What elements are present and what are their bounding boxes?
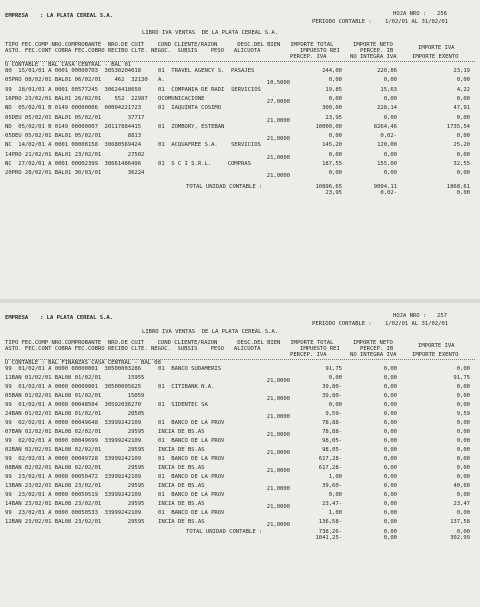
row-importe-total: 10000,00 [315, 123, 342, 130]
row-importe-neto: 0,00 [383, 501, 397, 507]
row-importe-iva: 0,00 [456, 393, 470, 399]
row-voucher: ND 05/02/01 B 0149 00000006 00004221723 [5, 105, 142, 112]
row-importe-neto: 0,00 [383, 411, 397, 417]
row-client: 01 BANCO DE LA PROV [158, 492, 225, 498]
row-importe-neto: 155,00 [377, 161, 397, 167]
sheet-number: 257 [437, 313, 447, 319]
row-client: 01 BANCO DE LA PROV [158, 420, 225, 426]
header-percep-iva: PERCEP. IVA [290, 54, 327, 60]
row-voucher: 99 02/02/01 A 0000 00049648 33999242109 [5, 420, 142, 426]
row-importe-total: 617,28- [318, 465, 342, 471]
total-neto-2: 0,02- [380, 190, 397, 196]
row-voucher: 99 23/02/01 A 0000 00050519 33999242109 [5, 492, 142, 498]
row-client: 01 TRAVEL AGENCY S. PASAJES [158, 68, 255, 74]
total-iva-2: 0,00 [456, 190, 470, 196]
row-importe-neto: 0,00 [383, 492, 397, 498]
total-neto-2: 0,00 [383, 535, 397, 541]
row-importe-iva: 9,59 [456, 411, 470, 417]
row-importe-neto: 0,00 [383, 447, 397, 453]
section-title: U CONTABLE : BAL FINANZAS CASA CENTRAL - BAL 08 [5, 360, 161, 366]
row-importe-total: 244,00 [322, 68, 342, 74]
row-voucher: 99 02/02/01 A 0000 00049728 33999242109 [5, 456, 142, 462]
row-importe-total: 300,00 [322, 105, 342, 112]
row-alicuota: 10,5000 [266, 80, 290, 87]
row-importe-iva: 0,00 [456, 492, 470, 498]
row-importe-total: 1,00 [328, 474, 342, 480]
total-neto: 0,00 [383, 529, 397, 535]
row-client: 01 BANCO DE LA PROV [158, 438, 225, 444]
row-importe-neto: 0,00 [383, 474, 397, 480]
row-importe-neto: 0,00 [383, 375, 397, 381]
row-importe-iva: 0,00 [456, 170, 470, 177]
row-voucher: 99 23/02/01 A 0000 00050533 33999242109 [5, 510, 142, 516]
row-voucher: 07BAN 02/02/01 BAL08 02/02/01 29595 [5, 429, 145, 435]
row-voucher: 05DEU 05/02/01 BAL01 05/02/01 37717 [5, 114, 145, 121]
total-importe-2: 23,95 [325, 190, 342, 196]
row-voucher: 05BAN 01/02/01 BAL08 01/02/01 15059 [5, 393, 145, 399]
sheet-label: HOJA NRO : [393, 313, 427, 319]
row-importe-neto: 0,00 [383, 384, 397, 390]
row-client: 01 SIDENTEC SA [158, 402, 208, 408]
row-alicuota: 21,0000 [266, 468, 290, 474]
row-importe-total: 617,28- [318, 456, 342, 462]
header-neto: IMPORTE NETO [353, 340, 393, 346]
row-alicuota: 21,0000 [266, 154, 290, 161]
row-importe-neto: 8264,46 [373, 123, 397, 130]
row-importe-total: 145,20 [322, 142, 342, 149]
row-importe-iva: 0,00 [456, 429, 470, 435]
row-voucher: 05PRO 08/02/01 BAL01 06/02/01 462 32130 [5, 77, 148, 84]
total-neto: 9004,11 [373, 184, 397, 190]
row-importe-total: 0,00 [328, 77, 342, 84]
header-iva: IMPORTE IVA [418, 343, 455, 349]
row-voucher: ND 05/02/01 B 0149 00000007 20117884415 [5, 123, 142, 130]
row-importe-iva: 1735,54 [446, 123, 470, 130]
row-voucher: NC 27/02/01 A 0001 00002399 30661486496 [5, 161, 142, 167]
row-importe-iva: 0,00 [456, 366, 470, 372]
row-importe-iva: 0,00 [456, 465, 470, 471]
header-line-1: TIPO FEC.COMP NRO.COMPROBANTE NRO.DE CUIT COND CLIENTE/RAZON DESC.DEL BIEN IMPORTE TOTAL [5, 340, 334, 346]
row-importe-iva: 0,00 [456, 95, 470, 102]
row-importe-iva: 4,22 [456, 86, 470, 93]
row-importe-total: 0,00 [328, 375, 342, 381]
row-importe-iva: 0,00 [456, 133, 470, 140]
row-importe-total: 39,80- [322, 384, 342, 390]
row-alicuota: 21,0000 [266, 432, 290, 438]
row-importe-neto: 228,14 [377, 105, 397, 112]
row-importe-iva: 40,60 [453, 483, 470, 489]
row-importe-iva: 0,00 [456, 402, 470, 408]
company-label: EMPRESA [5, 13, 29, 19]
row-alicuota: 21,0000 [266, 486, 290, 492]
row-importe-neto: 0,00 [383, 465, 397, 471]
row-voucher: 99 28/01/01 A 0001 00577245 30624418650 [5, 86, 142, 93]
row-voucher: 02BAN 02/02/01 BAL08 02/02/01 29595 [5, 447, 145, 453]
row-client: 01 IAQUINTA COSIMO [158, 105, 222, 112]
header-line-1: TIPO FEC.COMP NRO.COMPROBANTE NRO.DE CUIT COND CLIENTE/RAZON DESC.DEL BIEN IMPORTE TOTAL [5, 42, 334, 48]
row-importe-iva: 32,55 [453, 161, 470, 167]
row-importe-neto: 0,00 [383, 114, 397, 121]
row-client: 01 BANCO DE LA PROV [158, 456, 225, 462]
row-importe-neto: 0,00 [383, 95, 397, 102]
row-importe-total: 0,00 [328, 151, 342, 158]
row-importe-total: 187,55 [322, 161, 342, 167]
row-alicuota: 21,0000 [266, 450, 290, 456]
header-imp-rei: IMPUESTO REI [300, 346, 340, 352]
row-importe-iva: 0,00 [456, 151, 470, 158]
row-importe-total: 98,05- [322, 438, 342, 444]
row-voucher: 99 01/02/01 A 0000 00000001 30500003286 [5, 366, 142, 372]
row-importe-total: 136,58- [318, 519, 342, 525]
total-importe-2: 1041,25- [315, 535, 342, 541]
company-name: : LA PLATA CEREAL S.A. [40, 13, 113, 19]
header-neto: IMPORTE NETO [353, 42, 393, 48]
row-importe-total: 23,47- [322, 501, 342, 507]
row-importe-iva: 0,00 [456, 114, 470, 121]
row-importe-neto: 0,00 [383, 402, 397, 408]
row-importe-total: 9,59- [325, 411, 342, 417]
row-voucher: 08BAN 02/02/01 BAL08 02/02/01 29595 [5, 465, 145, 471]
row-importe-neto: 0,00 [383, 519, 397, 525]
row-importe-neto: 15,63 [380, 86, 397, 93]
row-voucher: 20PRO 28/02/01 BAL01 30/03/01 36224 [5, 170, 145, 177]
row-importe-total: 0,00 [328, 170, 342, 177]
row-importe-neto: 220,86 [377, 68, 397, 74]
row-client: INCIA DE BS.AS [158, 501, 205, 507]
row-importe-neto: 0,00 [383, 483, 397, 489]
row-importe-total: 0,00 [328, 402, 342, 408]
header-line-2: ASTO. FEC.CONT COBRA FEC.COBRO RECIBO CLTE. NEGOC. SUBSIS PESO ALICUOTA [5, 48, 261, 54]
row-voucher: 99 02/02/01 A 0000 00049699 33999242109 [5, 438, 142, 444]
row-voucher: 99 01/02/01 A 0000 00048504 30592036270 [5, 402, 142, 408]
period: PERIODO CONTABLE : 1/02/01 AL 31/02/01 [312, 321, 449, 327]
header-no-integra: NO INTEGRA IVA [350, 352, 397, 358]
row-importe-iva: 23,19 [453, 68, 470, 74]
header-imp-rei: IMPUESTO REI [300, 48, 340, 54]
total-label: TOTAL UNIDAD CONTABLE : [186, 184, 263, 190]
row-voucher: 12BAN 23/02/01 BAL08 23/02/01 29595 [5, 519, 145, 525]
row-importe-iva: 0,00 [456, 438, 470, 444]
total-iva: 0,00 [456, 529, 470, 535]
row-client: OCOMUNICACIONE [158, 95, 205, 102]
row-importe-neto: 0,00 [383, 429, 397, 435]
row-importe-total: 39,80- [322, 393, 342, 399]
header-iva: IMPORTE IVA [418, 45, 455, 51]
sheet-label: HOJA NRO : [393, 11, 427, 17]
row-voucher: 80 15/01/01 A 0001 00000703 30530204018 [5, 68, 142, 74]
row-importe-iva: 0,00 [456, 77, 470, 84]
total-iva-2: 302,99 [450, 535, 470, 541]
row-voucher: 11BAN 01/02/01 BAL08 01/02/01 15955 [5, 375, 145, 381]
row-voucher: NC 14/02/01 A 0001 00008158 30680569424 [5, 142, 142, 149]
row-importe-total: 19,85 [325, 86, 342, 93]
row-importe-neto: 0,00 [383, 170, 397, 177]
row-alicuota: 21,0000 [266, 522, 290, 528]
row-alicuota: 21,0000 [266, 504, 290, 510]
row-importe-neto: 0,00 [383, 366, 397, 372]
row-alicuota: 21,0000 [266, 414, 290, 420]
header-no-integra: NO INTEGRA IVA [350, 54, 397, 60]
row-importe-iva: 23,47 [453, 501, 470, 507]
row-client: 01 BANCO DE LA PROV [158, 510, 225, 516]
row-importe-total: 0,00 [328, 492, 342, 498]
row-importe-total: 91,75 [325, 366, 342, 372]
row-alicuota: 27,0000 [266, 98, 290, 105]
row-client: INCIA DE BS.AS [158, 429, 205, 435]
row-client: INCIA DE BS.AS [158, 447, 205, 453]
row-importe-total: 98,05- [322, 447, 342, 453]
total-importe: 10896,65 [315, 184, 342, 190]
row-client: INCIA DE BS.AS [158, 465, 205, 471]
row-importe-total: 23,95 [325, 114, 342, 121]
row-voucher: 99 01/02/01 A 0000 00000001 30500005625 [5, 384, 142, 390]
header-percep-ib: PERCEP. IB [360, 48, 394, 54]
row-alicuota: 21,0000 [266, 136, 290, 143]
row-importe-neto: 0,00 [383, 151, 397, 158]
report-title: LIBRO IVA VENTAS DE LA PLATA CEREAL S.A. [142, 30, 279, 36]
row-client: 01 COMPANIA DE RADI SERVICIOS [158, 86, 261, 93]
row-voucher: 13BAN 23/02/01 BAL08 23/02/01 29595 [5, 483, 145, 489]
header-percep-ib: PERCEP. IB [360, 346, 394, 352]
row-alicuota: 21,0000 [266, 378, 290, 384]
row-client: 01 BANCO DE LA PROV [158, 474, 225, 480]
row-voucher: 16PRO 23/02/01 BAL01 26/02/01 552 22987 [5, 95, 148, 102]
total-label: TOTAL UNIDAD CONTABLE : [186, 529, 263, 535]
row-client: A. [158, 77, 165, 84]
row-importe-total: 1,00 [328, 510, 342, 516]
row-voucher: 14BAN 23/02/01 BAL08 23/02/01 29595 [5, 501, 145, 507]
section-title: U CONTABLE : BAL CASA CENTRAL - BAL 01 [5, 62, 132, 68]
row-importe-iva: 91,75 [453, 375, 470, 381]
row-importe-neto: 0,02- [380, 133, 397, 140]
row-client: 01 ZOMBORY, ESTEBAN [158, 123, 225, 130]
row-importe-neto: 0,00 [383, 420, 397, 426]
row-importe-neto: 0,00 [383, 393, 397, 399]
row-client: 01 CITIBANK N.A. [158, 384, 215, 390]
row-importe-neto: 0,00 [383, 438, 397, 444]
row-client: 01 BANCO SUDAMERIS [158, 366, 222, 372]
row-importe-neto: 0,00 [383, 77, 397, 84]
row-importe-total: 78,88- [322, 420, 342, 426]
row-client: INCIA DE BS.AS [158, 483, 205, 489]
row-importe-total: 78,88- [322, 429, 342, 435]
row-client: 01 S C I S.R.L. COMPRAS [158, 161, 251, 167]
row-importe-iva: 0,00 [456, 447, 470, 453]
row-importe-iva: 0,00 [456, 510, 470, 516]
header-percep-iva: PERCEP. IVA [290, 352, 327, 358]
row-alicuota: 21,0000 [266, 117, 290, 124]
total-iva: 1868,61 [446, 184, 470, 190]
row-client: 01 ACQUAFREE S.A. SERVICIOS [158, 142, 261, 149]
row-alicuota: 21,0000 [266, 396, 290, 402]
row-importe-total: 39,60- [322, 483, 342, 489]
row-voucher: 99 23/02/01 A 0000 00050472 33999242109 [5, 474, 142, 480]
row-importe-neto: 0,00 [383, 510, 397, 516]
row-importe-neto: 0,00 [383, 456, 397, 462]
company-name: : LA PLATA CEREAL S.A. [40, 315, 113, 321]
row-importe-neto: 120,00 [377, 142, 397, 149]
ledger-page-2 [0, 303, 480, 607]
row-importe-total: 0,00 [328, 133, 342, 140]
row-voucher: 14PRO 21/02/01 BAL01 23/02/01 27502 [5, 151, 145, 158]
row-importe-iva: 0,00 [456, 474, 470, 480]
company-label: EMPRESA [5, 315, 29, 321]
row-importe-total: 0,00 [328, 95, 342, 102]
sheet-number: 256 [437, 11, 447, 17]
row-alicuota: 21,0000 [266, 173, 290, 180]
row-importe-iva: 25,20 [453, 142, 470, 149]
report-title: LIBRO IVA VENTAS DE LA PLATA CEREAL S.A. [142, 329, 279, 335]
period: PERIODO CONTABLE : 1/02/01 AL 31/02/01 [312, 19, 449, 25]
row-client: INCIA DE BS.AS [158, 519, 205, 525]
row-voucher: 24BAN 01/02/01 BAL08 01/02/01 20505 [5, 411, 145, 417]
row-importe-iva: 0,00 [456, 384, 470, 390]
total-importe: 738,26- [318, 529, 342, 535]
ledger-page-1 [0, 0, 480, 300]
row-importe-iva: 0,00 [456, 420, 470, 426]
header-exento: IMPORTE EXENTO [412, 54, 459, 60]
row-importe-iva: 47,91 [453, 105, 470, 112]
row-importe-iva: 0,00 [456, 456, 470, 462]
header-exento: IMPORTE EXENTO [412, 352, 459, 358]
row-voucher: 05DEU 05/02/01 BAL01 05/02/01 8813 [5, 133, 142, 140]
row-importe-iva: 137,58 [450, 519, 470, 525]
header-line-2: ASTO. FEC.CONT COBRA FEC.COBRO RECIBO CLTE. NEGOC. SUBSIS PESO ALICUOTA [5, 346, 261, 352]
